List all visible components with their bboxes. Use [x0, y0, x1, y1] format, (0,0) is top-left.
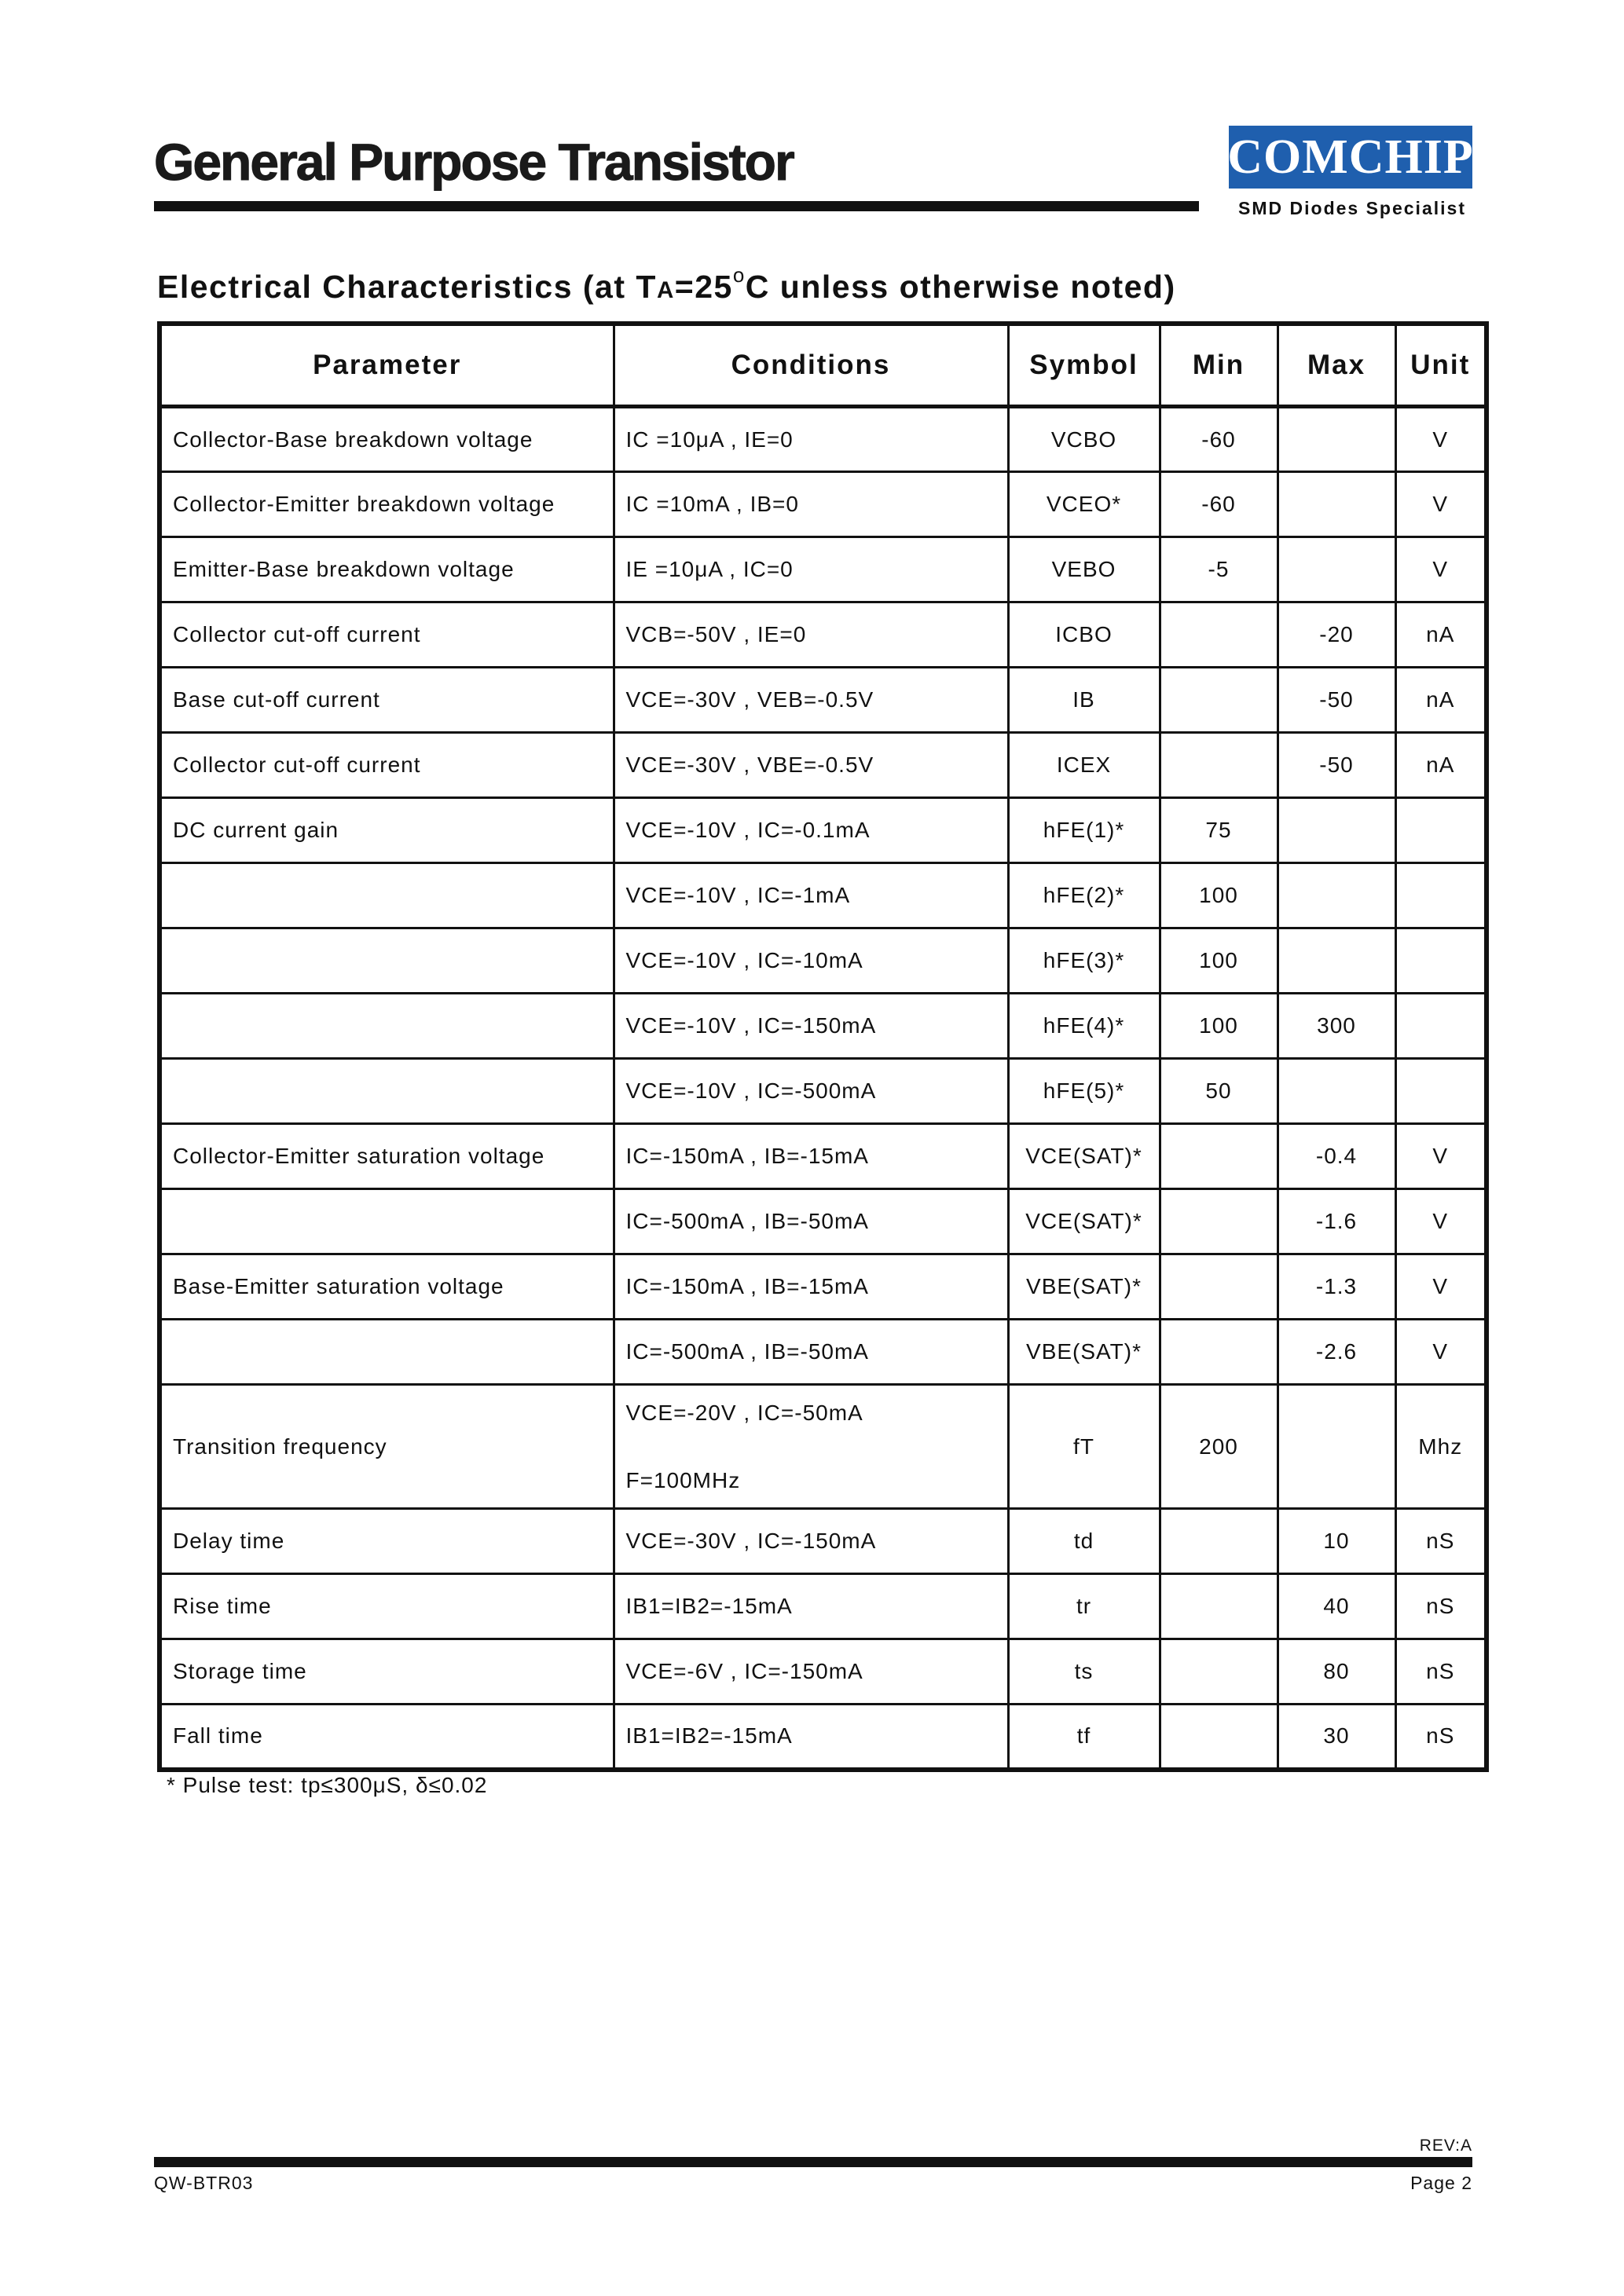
cell-min — [1160, 1254, 1278, 1320]
cell-conditions: VCE=-6V , IC=-150mA — [614, 1639, 1008, 1705]
cell-max: -2.6 — [1278, 1320, 1395, 1385]
cell-unit: V — [1395, 1189, 1487, 1254]
cell-symbol: hFE(3)* — [1008, 928, 1160, 994]
cell-symbol: tr — [1008, 1574, 1160, 1639]
cell-symbol: VCE(SAT)* — [1008, 1189, 1160, 1254]
cell-parameter: DC current gain — [159, 798, 614, 863]
table-row-transition-frequency — [159, 1385, 1487, 1509]
cell-unit: V — [1395, 537, 1487, 602]
cell-min — [1160, 1320, 1278, 1385]
cell-symbol: hFE(2)* — [1008, 863, 1160, 928]
cell-min — [1160, 602, 1278, 668]
cell-parameter: Collector-Base breakdown voltage — [159, 407, 614, 472]
header-max: Max — [1278, 324, 1395, 407]
cell-max: 80 — [1278, 1639, 1395, 1705]
cell-parameter: Base-Emitter saturation voltage — [159, 1254, 614, 1320]
cell-min: -60 — [1160, 472, 1278, 537]
cell-unit: V — [1395, 472, 1487, 537]
cell-max: -50 — [1278, 733, 1395, 798]
table-row-switching — [159, 1509, 1487, 1574]
cell-max: -50 — [1278, 668, 1395, 733]
cell-conditions: VCE=-10V , IC=-1mA — [614, 863, 1008, 928]
cell-symbol: ICEX — [1008, 733, 1160, 798]
header-conditions: Conditions — [614, 324, 1008, 407]
cell-symbol: IB — [1008, 668, 1160, 733]
cell-conditions: IB1=IB2=-15mA — [614, 1705, 1008, 1770]
cell-parameter: Collector cut-off current — [159, 602, 614, 668]
cell-min: -5 — [1160, 537, 1278, 602]
conditions-line-1: VCE=-20V , IC=-50mA — [625, 1400, 863, 1425]
header-parameter: Parameter — [159, 324, 614, 407]
cell-symbol: VBE(SAT)* — [1008, 1254, 1160, 1320]
cell-conditions: IE =10μA , IC=0 — [614, 537, 1008, 602]
cell-min — [1160, 1574, 1278, 1639]
cell-symbol: ts — [1008, 1639, 1160, 1705]
page-title: General Purpose Transistor — [154, 133, 794, 191]
cell-max: 30 — [1278, 1705, 1395, 1770]
cell-unit: V — [1395, 1254, 1487, 1320]
revision-label: REV:A — [1419, 2137, 1472, 2155]
cell-max — [1278, 863, 1395, 928]
header-min: Min — [1160, 324, 1278, 407]
cell-parameter — [159, 994, 614, 1059]
table-row — [159, 1320, 1487, 1385]
cell-max — [1278, 407, 1395, 472]
table-row — [159, 602, 1487, 668]
cell-max — [1278, 1059, 1395, 1124]
cell-unit: V — [1395, 1124, 1487, 1189]
cell-conditions — [614, 1385, 1008, 1509]
comchip-logo — [1229, 126, 1472, 189]
cell-parameter — [159, 1320, 614, 1385]
cell-max: -0.4 — [1278, 1124, 1395, 1189]
cell-symbol: hFE(1)* — [1008, 798, 1160, 863]
table-row — [159, 1059, 1487, 1124]
cell-unit — [1395, 1059, 1487, 1124]
header-unit: Unit — [1395, 324, 1487, 407]
cell-min: 50 — [1160, 1059, 1278, 1124]
cell-conditions: VCE=-10V , IC=-500mA — [614, 1059, 1008, 1124]
cell-parameter — [159, 928, 614, 994]
cell-conditions: IC=-150mA , IB=-15mA — [614, 1124, 1008, 1189]
cell-max — [1278, 928, 1395, 994]
footer-rule — [154, 2157, 1472, 2167]
cell-max: 40 — [1278, 1574, 1395, 1639]
cell-conditions: VCE=-10V , IC=-150mA — [614, 994, 1008, 1059]
section-title: Electrical Characteristics (at $TA=25^oC$ unless otherwise noted) — [157, 263, 1176, 305]
cell-unit: nA — [1395, 602, 1487, 668]
table-row — [159, 733, 1487, 798]
cell-symbol: VBE(SAT)* — [1008, 1320, 1160, 1385]
cell-max: -1.3 — [1278, 1254, 1395, 1320]
cell-parameter — [159, 1059, 614, 1124]
cell-parameter: Emitter-Base breakdown voltage — [159, 537, 614, 602]
cell-conditions: IC=-150mA , IB=-15mA — [614, 1254, 1008, 1320]
cell-parameter: Collector-Emitter saturation voltage — [159, 1124, 614, 1189]
document-code: QW-BTR03 — [154, 2173, 254, 2193]
cell-min — [1160, 1189, 1278, 1254]
cell-min — [1160, 733, 1278, 798]
cell-parameter: Transition frequency — [159, 1385, 614, 1509]
cell-unit — [1395, 994, 1487, 1059]
cell-symbol: VCEO* — [1008, 472, 1160, 537]
table-row — [159, 994, 1487, 1059]
cell-unit: nA — [1395, 668, 1487, 733]
cell-conditions: IC=-500mA , IB=-50mA — [614, 1189, 1008, 1254]
cell-parameter — [159, 1189, 614, 1254]
cell-unit — [1395, 928, 1487, 994]
cell-min — [1160, 668, 1278, 733]
cell-unit: nS — [1395, 1574, 1487, 1639]
table-row-switching — [159, 1705, 1487, 1770]
table-row-switching — [159, 1574, 1487, 1639]
table-row — [159, 668, 1487, 733]
cell-parameter: Delay time — [159, 1509, 614, 1574]
cell-max: 10 — [1278, 1509, 1395, 1574]
cell-min: 100 — [1160, 928, 1278, 994]
cell-parameter: Base cut-off current — [159, 668, 614, 733]
cell-conditions: VCE=-10V , IC=-10mA — [614, 928, 1008, 994]
table-row — [159, 537, 1487, 602]
table-row — [159, 472, 1487, 537]
cell-min — [1160, 1124, 1278, 1189]
table-row — [159, 1124, 1487, 1189]
cell-parameter: Fall time — [159, 1705, 614, 1770]
cell-max — [1278, 537, 1395, 602]
cell-conditions: VCE=-30V , IC=-150mA — [614, 1509, 1008, 1574]
cell-parameter: Storage time — [159, 1639, 614, 1705]
cell-min — [1160, 1639, 1278, 1705]
table-row — [159, 1254, 1487, 1320]
cell-symbol: hFE(4)* — [1008, 994, 1160, 1059]
cell-unit: V — [1395, 407, 1487, 472]
cell-max — [1278, 798, 1395, 863]
cell-conditions: VCE=-30V , VEB=-0.5V — [614, 668, 1008, 733]
electrical-characteristics-table — [157, 321, 1489, 1772]
cell-unit: nA — [1395, 733, 1487, 798]
cell-symbol: VEBO — [1008, 537, 1160, 602]
table-row-switching — [159, 1639, 1487, 1705]
table-row — [159, 798, 1487, 863]
cell-symbol: td — [1008, 1509, 1160, 1574]
cell-conditions: IC=-500mA , IB=-50mA — [614, 1320, 1008, 1385]
cell-conditions: VCB=-50V , IE=0 — [614, 602, 1008, 668]
cell-symbol: hFE(5)* — [1008, 1059, 1160, 1124]
footnote: * Pulse test: tp≤300μS, δ≤0.02 — [167, 1773, 488, 1797]
cell-parameter: Rise time — [159, 1574, 614, 1639]
cell-symbol: tf — [1008, 1705, 1160, 1770]
cell-parameter: Collector-Emitter breakdown voltage — [159, 472, 614, 537]
cell-max: -1.6 — [1278, 1189, 1395, 1254]
table-header-row — [159, 324, 1487, 407]
cell-unit: nS — [1395, 1509, 1487, 1574]
cell-conditions: IC =10μA , IE=0 — [614, 407, 1008, 472]
cell-symbol: fT — [1008, 1385, 1160, 1509]
cell-min — [1160, 1509, 1278, 1574]
cell-min: 100 — [1160, 994, 1278, 1059]
cell-conditions: VCE=-10V , IC=-0.1mA — [614, 798, 1008, 863]
cell-symbol: VCBO — [1008, 407, 1160, 472]
cell-unit: V — [1395, 1320, 1487, 1385]
cell-min: -60 — [1160, 407, 1278, 472]
logo-text: COMCHIP — [1227, 130, 1474, 184]
table-row — [159, 1189, 1487, 1254]
cell-unit: nS — [1395, 1705, 1487, 1770]
conditions-line-2: F=100MHz — [625, 1467, 741, 1492]
cell-unit: nS — [1395, 1639, 1487, 1705]
cell-parameter: Collector cut-off current — [159, 733, 614, 798]
header-symbol: Symbol — [1008, 324, 1160, 407]
cell-conditions: VCE=-30V , VBE=-0.5V — [614, 733, 1008, 798]
cell-unit — [1395, 798, 1487, 863]
cell-max: -20 — [1278, 602, 1395, 668]
table-row — [159, 407, 1487, 472]
cell-conditions: IC =10mA , IB=0 — [614, 472, 1008, 537]
page-number: Page 2 — [1410, 2173, 1472, 2193]
cell-min: 75 — [1160, 798, 1278, 863]
title-rule — [154, 201, 1199, 211]
cell-max — [1278, 472, 1395, 537]
cell-conditions: IB1=IB2=-15mA — [614, 1574, 1008, 1639]
table-row — [159, 863, 1487, 928]
cell-min: 200 — [1160, 1385, 1278, 1509]
logo-tagline: SMD Diodes Specialist — [1238, 198, 1466, 218]
table-row — [159, 928, 1487, 994]
cell-unit: Mhz — [1395, 1385, 1487, 1509]
cell-min: 100 — [1160, 863, 1278, 928]
cell-max — [1278, 1385, 1395, 1509]
cell-max: 300 — [1278, 994, 1395, 1059]
cell-symbol: VCE(SAT)* — [1008, 1124, 1160, 1189]
cell-parameter — [159, 863, 614, 928]
cell-unit — [1395, 863, 1487, 928]
cell-min — [1160, 1705, 1278, 1770]
cell-symbol: ICBO — [1008, 602, 1160, 668]
